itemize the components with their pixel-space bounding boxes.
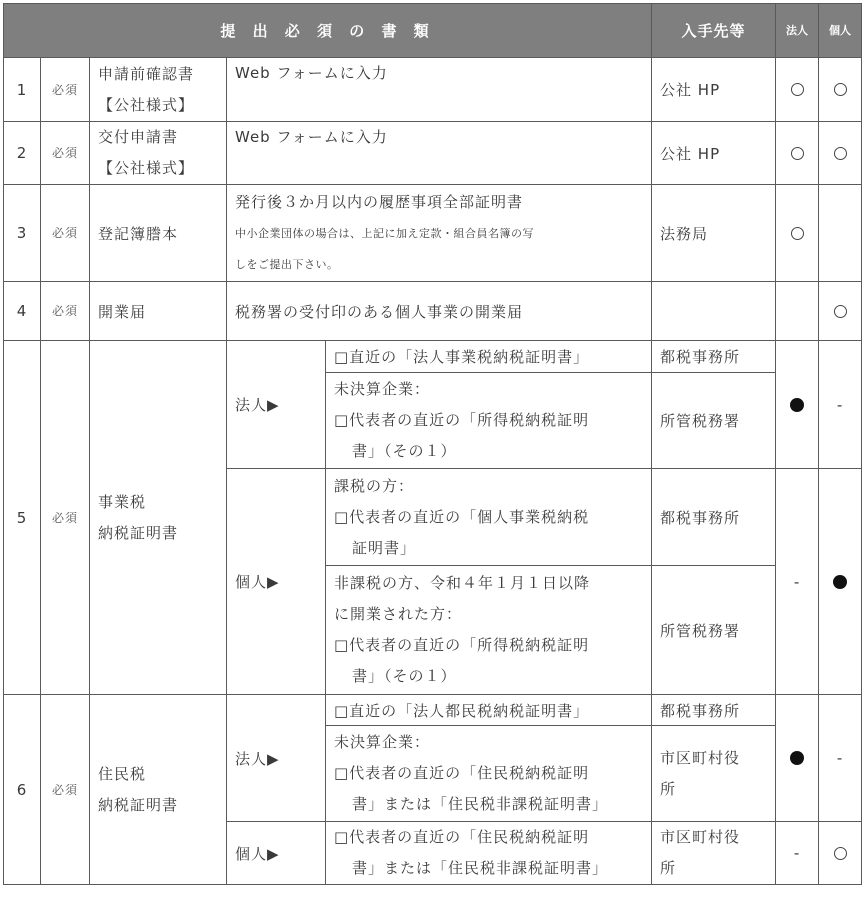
indiv-label: 個人▶	[227, 469, 326, 695]
required-label: 必須	[41, 282, 90, 341]
circle-open-icon	[834, 305, 847, 318]
circle-open-icon	[834, 147, 847, 160]
header-indiv: 個人	[819, 4, 862, 58]
header-row	[4, 4, 862, 58]
circle-open-icon	[791, 147, 804, 160]
source: 市区町村役 所	[652, 822, 776, 885]
circle-open-icon	[791, 227, 804, 240]
indiv-label: 個人▶	[227, 822, 326, 885]
indiv-mark: -	[819, 695, 862, 822]
row-number: 1	[4, 58, 41, 122]
corp-mark	[776, 282, 819, 341]
source: 法務局	[652, 185, 776, 282]
document-description: Web フォームに入力	[227, 122, 652, 185]
indiv-mark: -	[819, 341, 862, 469]
document-description: □直近の「法人都民税納税証明書」	[326, 695, 652, 726]
row-number: 4	[4, 282, 41, 341]
corp-label: 法人▶	[227, 341, 326, 469]
required-label: 必須	[41, 695, 90, 885]
circle-open-icon	[791, 83, 804, 96]
required-label: 必須	[41, 341, 90, 695]
source: 都税事務所	[652, 341, 776, 373]
source: 所管税務署	[652, 373, 776, 469]
row-number: 6	[4, 695, 41, 885]
indiv-mark	[819, 185, 862, 282]
indiv-mark	[819, 58, 862, 122]
required-label: 必須	[41, 185, 90, 282]
table-row	[4, 122, 862, 185]
corp-mark: -	[776, 822, 819, 885]
document-name: 開業届	[90, 282, 227, 341]
indiv-mark	[819, 122, 862, 185]
required-label: 必須	[41, 122, 90, 185]
document-name: 事業税 納税証明書	[90, 341, 227, 695]
source: 市区町村役 所	[652, 726, 776, 822]
table-row	[4, 282, 862, 341]
circle-filled-icon	[833, 575, 847, 589]
indiv-mark	[819, 822, 862, 885]
header-corp: 法人	[776, 4, 819, 58]
source: 公社 HP	[652, 58, 776, 122]
indiv-mark	[819, 282, 862, 341]
table-row	[4, 58, 862, 122]
source: 所管税務署	[652, 566, 776, 695]
row-number: 3	[4, 185, 41, 282]
document-description: Web フォームに入力	[227, 58, 652, 122]
source: 公社 HP	[652, 122, 776, 185]
document-description: 課税の方： □代表者の直近の「個人事業税納税 証明書」	[326, 469, 652, 566]
table-row	[4, 695, 862, 726]
corp-mark	[776, 122, 819, 185]
document-name: 申請前確認書 【公社様式】	[90, 58, 227, 122]
circle-open-icon	[834, 847, 847, 860]
corp-mark	[776, 185, 819, 282]
corp-mark	[776, 341, 819, 469]
document-description: 非課税の方、令和４年１月１日以降 に開業された方： □代表者の直近の「所得税納税証明 書」（その１）	[326, 566, 652, 695]
document-description: □直近の「法人事業税納税証明書」	[326, 341, 652, 373]
document-description: □代表者の直近の「住民税納税証明 書」または「住民税非課税証明書」	[326, 822, 652, 885]
corp-label: 法人▶	[227, 695, 326, 822]
circle-filled-icon	[790, 751, 804, 765]
document-description: 発行後３か月以内の履歴事項全部証明書 中小企業団体の場合は、上記に加え定款・組合員名簿の写 しをご提出下さい。	[227, 185, 652, 282]
corp-mark	[776, 695, 819, 822]
document-description: 税務署の受付印のある個人事業の開業届	[227, 282, 652, 341]
required-documents-table	[3, 3, 862, 885]
header-source: 入手先等	[652, 4, 776, 58]
document-name: 登記簿謄本	[90, 185, 227, 282]
source: 都税事務所	[652, 469, 776, 566]
document-name: 交付申請書 【公社様式】	[90, 122, 227, 185]
corp-mark: -	[776, 469, 819, 695]
document-description: 未決算企業： □代表者の直近の「所得税納税証明 書」（その１）	[326, 373, 652, 469]
table-row	[4, 341, 862, 373]
circle-filled-icon	[790, 398, 804, 412]
source: 都税事務所	[652, 695, 776, 726]
corp-mark	[776, 58, 819, 122]
row-number: 5	[4, 341, 41, 695]
indiv-mark	[819, 469, 862, 695]
row-number: 2	[4, 122, 41, 185]
document-name: 住民税 納税証明書	[90, 695, 227, 885]
table-row	[4, 185, 862, 282]
required-label: 必須	[41, 58, 90, 122]
header-title: 提 出 必 須 の 書 類	[4, 4, 652, 58]
source	[652, 282, 776, 341]
circle-open-icon	[834, 83, 847, 96]
document-description: 未決算企業： □代表者の直近の「住民税納税証明 書」または「住民税非課税証明書」	[326, 726, 652, 822]
